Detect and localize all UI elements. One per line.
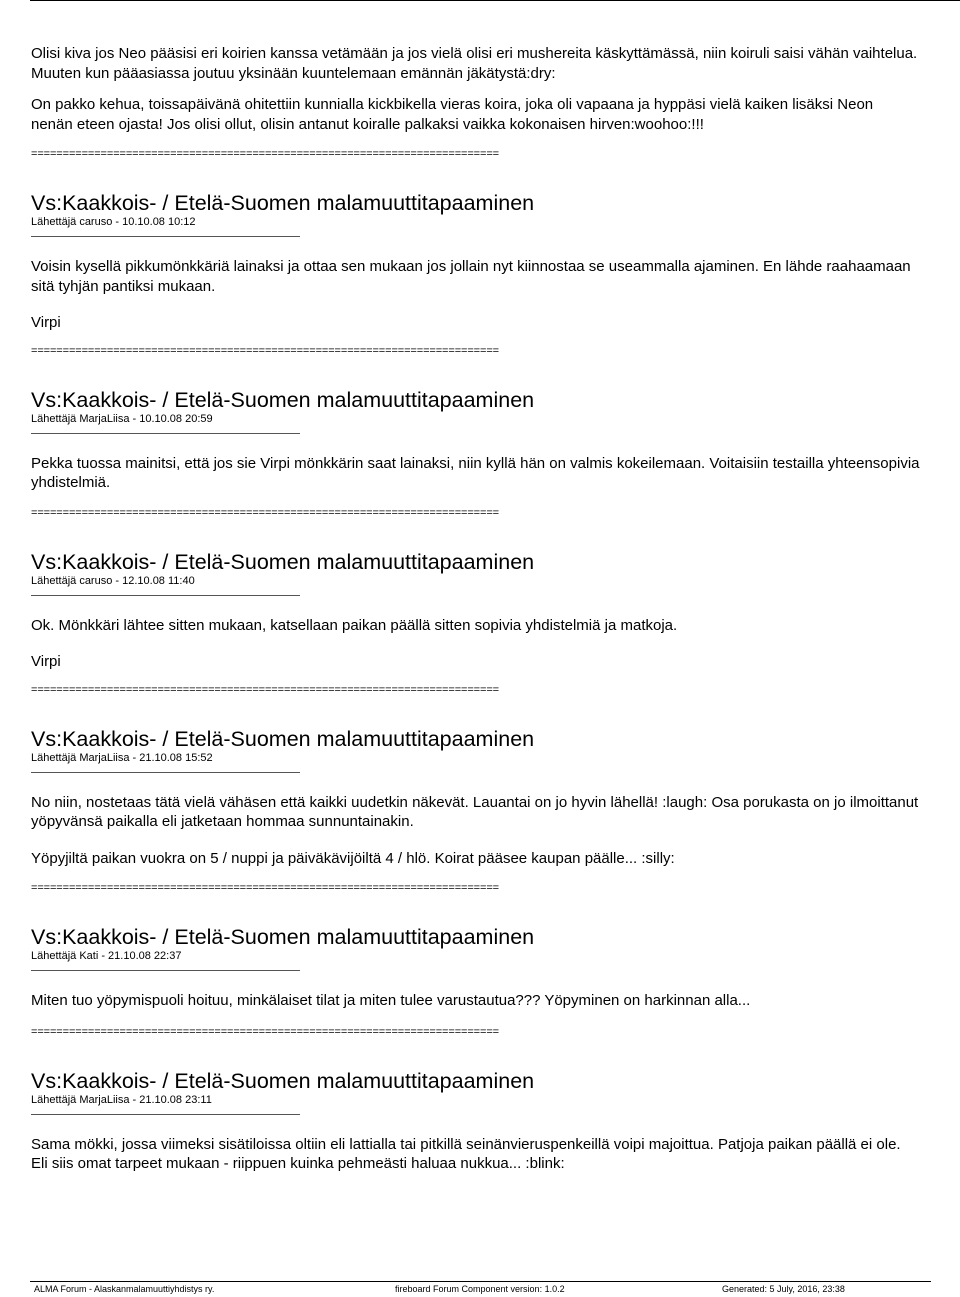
intro-p2-line2: nenän eteen ojasta! Jos olisi ollut, olisin antanut koiralle palkaksi vaikka kokonaisen hirven:woohoo:!!! xyxy=(31,115,704,133)
post-body xyxy=(31,616,960,672)
post-title: Vs:Kaakkois- / Etelä-Suomen malamuuttitapaaminen xyxy=(31,925,535,949)
post-separator: ========================================================================== xyxy=(31,506,499,519)
post-signature: Virpi xyxy=(31,314,61,331)
post-separator: ========================================================================== xyxy=(31,1025,499,1038)
post-separator: ========================================================================== xyxy=(31,148,499,160)
footer-site-name: ALMA Forum - Alaskanmalamuuttiyhdistys ry. xyxy=(34,1284,215,1294)
post-paragraph: Pekka tuossa mainitsi, että jos sie Virpi mönkkärin saat lainaksi, niin kyllä hän on valmis kokeilemaan. Voitaisiin testailla yhteensopivia yhdistelmiä. xyxy=(31,454,920,491)
post-meta: Lähettäjä MarjaLiisa - 10.10.08 20:59 xyxy=(31,412,213,425)
post-body xyxy=(31,991,960,1011)
meta-divider xyxy=(31,970,300,971)
post-title: Vs:Kaakkois- / Etelä-Suomen malamuuttitapaaminen xyxy=(31,549,535,574)
meta-divider xyxy=(31,772,300,773)
post-meta: Lähettäjä Kati - 21.10.08 22:37 xyxy=(31,950,182,962)
post-line: Eli siis omat tarpeet mukaan - riippuen kuinka pehmeästi haluaa nukkua... :blink: xyxy=(31,1155,565,1172)
post-meta: Lähettäjä caruso - 10.10.08 10:12 xyxy=(31,216,196,228)
post-meta: Lähettäjä MarjaLiisa - 21.10.08 23:11 xyxy=(31,1093,212,1106)
intro-p2-line1: On pakko kehua, toissapäivänä ohitettiin kunnialla kickbikella vieras koira, joka oli vapaana ja hyppäsi vielä kaiken lisäksi Neon xyxy=(31,96,874,113)
footer-component-version: fireboard Forum Component version: 1.0.2 xyxy=(395,1284,565,1294)
meta-divider xyxy=(31,236,300,237)
post-paragraph: Ok. Mönkkäri lähtee sitten mukaan, katsellaan paikan päällä sitten sopivia yhdistelmiä ja matkoja. xyxy=(31,616,678,634)
post-paragraph: No niin, nostetaas tätä vielä vähäsen että kaikki uudetkin näkevät. Lauantai on jo hyvin lähellä! :laugh: Osa porukasta on jo ilmoittanut yöpyvänsä paikalla eli jatketaan hommaa sunnuntainakin. xyxy=(31,793,919,830)
post-body xyxy=(31,257,960,333)
intro-p1-line2: Muuten kun pääasiassa joutuu yksinään kuuntelemaan emännän jäkätystä:dry: xyxy=(31,64,556,82)
post-body xyxy=(31,454,960,493)
forum-post xyxy=(31,190,960,333)
meta-divider xyxy=(31,433,300,434)
post-body xyxy=(31,793,960,869)
post-title: Vs:Kaakkois- / Etelä-Suomen malamuuttitapaaminen xyxy=(31,726,535,751)
post-body xyxy=(31,1135,960,1174)
post-line: Sama mökki, jossa viimeksi sisätiloissa oltiin eli lattialla tai pitkillä seinänvieruspenkeillä voipi majoittua. Patjoja paikan päällä ei ole. xyxy=(31,1135,901,1153)
forum-post xyxy=(31,726,960,869)
post-separator: ========================================================================== xyxy=(31,882,499,894)
post-meta: Lähettäjä MarjaLiisa - 21.10.08 15:52 xyxy=(31,751,213,764)
post-paragraph: Voisin kysellä pikkumönkkäriä lainaksi ja ottaa sen mukaan jos jollain nyt kiinnostaa se useammalla ajaminen. En lähde raahaamaan sitä tyhjän pantiksi mukaan. xyxy=(31,258,911,295)
meta-divider xyxy=(31,595,300,596)
post-meta: Lähettäjä caruso - 12.10.08 11:40 xyxy=(31,574,195,587)
intro-paragraph-1 xyxy=(31,44,960,83)
post-paragraph xyxy=(31,1135,960,1174)
footer-rule xyxy=(30,1281,931,1282)
top-rule xyxy=(30,0,960,1)
footer-generated-date: Generated: 5 July, 2016, 23:38 xyxy=(722,1284,845,1294)
forum-post xyxy=(31,549,960,672)
post-separator: ========================================================================== xyxy=(31,683,499,696)
post-title: Vs:Kaakkois- / Etelä-Suomen malamuuttitapaaminen xyxy=(31,191,535,215)
post-paragraph: Miten tuo yöpymispuoli hoituu, minkälaiset tilat ja miten tulee varustautua??? Yöpyminen on harkinnan alla... xyxy=(31,992,751,1009)
intro-p1-line1: Olisi kiva jos Neo pääsisi eri koirien kanssa vetämään ja jos vielä olisi eri mushereita käskyttämässä, niin koiruli saisi vähän vaihtelua. xyxy=(31,45,918,62)
post-title: Vs:Kaakkois- / Etelä-Suomen malamuuttitapaaminen xyxy=(31,1068,535,1093)
forum-post xyxy=(31,1068,960,1174)
forum-post xyxy=(31,387,960,493)
post-title: Vs:Kaakkois- / Etelä-Suomen malamuuttitapaaminen xyxy=(31,387,535,412)
thread-content xyxy=(31,44,960,1174)
post-paragraph: Yöpyjiltä paikan vuokra on 5 / nuppi ja päiväkävijöiltä 4 / hlö. Koirat pääsee kaupan päälle... :silly: xyxy=(31,849,675,867)
post-separator: ========================================================================== xyxy=(31,344,499,357)
intro-paragraph-2 xyxy=(31,95,960,134)
meta-divider xyxy=(31,1114,300,1115)
post-signature: Virpi xyxy=(31,653,61,670)
forum-post xyxy=(31,924,960,1011)
